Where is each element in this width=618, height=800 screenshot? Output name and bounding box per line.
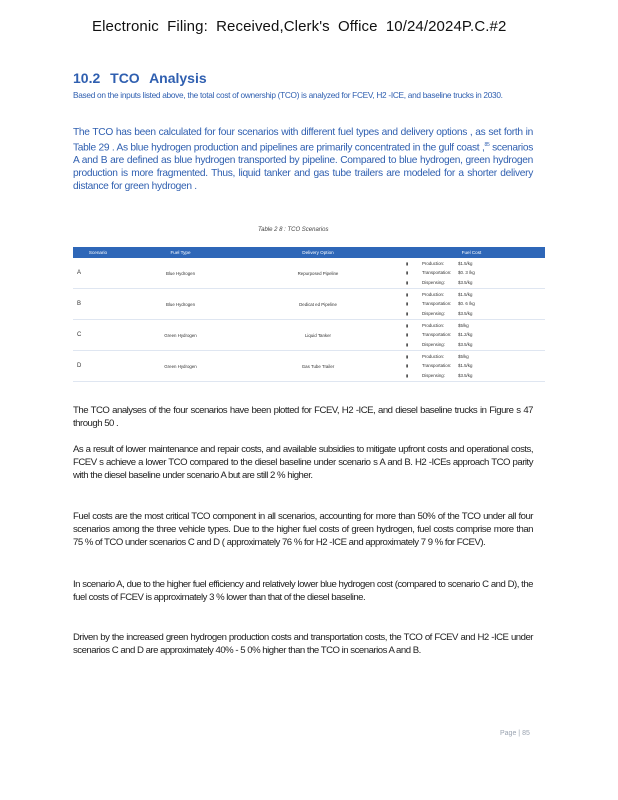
cost-value: $0. 6 /kg — [458, 301, 475, 307]
cost-value: $3.5/kg — [458, 372, 473, 378]
bullet-icon: ▮ — [406, 301, 409, 307]
cost-label: Transportation: — [422, 332, 452, 338]
cost-label: Production: — [422, 291, 445, 297]
bullet-icon: ▮ — [406, 310, 409, 316]
scenarios-paragraph — [73, 126, 533, 193]
footnote-ref[interactable]: 85 — [484, 142, 490, 148]
cost-item — [406, 371, 545, 381]
cost-item — [406, 352, 545, 362]
cost-value: $1.2/kg — [458, 332, 473, 338]
section-heading — [73, 70, 207, 86]
filing-stamp: Electronic Filing: Received,Clerk's Office 10/24/2024P.C.#2 — [92, 18, 507, 35]
bullet-icon: ▮ — [406, 279, 409, 285]
cost-label: Dispensing: — [422, 341, 445, 347]
cost-item — [406, 299, 545, 309]
fuel-type-cell: Green Hydrogen — [123, 351, 238, 382]
bullet-icon: ▮ — [406, 260, 409, 266]
paragraph-figures: The TCO analyses of the four scenarios have been plotted for FCEV, H2 -ICE, and diesel baseline trucks in Figure s 47 through 50 . — [73, 405, 533, 429]
bullet-icon: ▮ — [406, 270, 409, 276]
bullet-icon: ▮ — [406, 322, 409, 328]
section-title: TCO Analysis — [110, 70, 207, 86]
cost-label: Dispensing: — [422, 372, 445, 378]
paragraph-fuel-costs: Fuel costs are the most critical TCO component in all scenarios, accounting for more than 50% of the TCO under all four scenarios among the three vehicle types. Due to the higher fuel costs of green hydrogen, fuel costs comprise more than 75 % of TCO under scenarios C and D ( approximately 76 % for H2 -ICE and approximately 7 9 % for FCEV). — [73, 511, 533, 548]
cost-label: Dispensing: — [422, 279, 445, 285]
paragraph-scenario-a: In scenario A, due to the higher fuel efficiency and relatively lower blue hydrogen cost (compared to scenario C and D), the fuel costs of FCEV is approximately 3 % lower than that of the diesel baseline. — [73, 579, 533, 603]
cost-list — [398, 259, 545, 288]
cost-label: Production: — [422, 322, 445, 328]
cost-label: Transportation: — [422, 301, 452, 307]
cost-value: $1.5/kg — [458, 291, 473, 297]
scenario-cell: D — [73, 351, 123, 382]
fuel-type-cell: Green Hydrogen — [123, 320, 238, 351]
bullet-icon: ▮ — [406, 341, 409, 347]
cost-label: Production: — [422, 353, 445, 359]
cost-item — [406, 309, 545, 319]
table-header-row — [73, 247, 545, 258]
paragraph-green-hydrogen: Driven by the increased green hydrogen production costs and transportation costs, the TCO of FCEV and H2 -ICE under scenarios C and D are approximately 40% - 5 0% higher than the TCO in scenarios A and B. — [73, 632, 533, 656]
table-row — [73, 289, 545, 320]
header-scenario: Scenario — [73, 247, 123, 258]
cost-value: $3.5/kg — [458, 279, 473, 285]
scenario-cell: C — [73, 320, 123, 351]
cost-value: $5/kg — [458, 353, 469, 359]
page-footer — [500, 730, 530, 737]
bullet-icon: ▮ — [406, 363, 409, 369]
cost-label: Transportation: — [422, 363, 452, 369]
header-fuel-cost: Fuel Cost — [398, 247, 545, 258]
fuel-cost-cell — [398, 320, 545, 351]
cost-item — [406, 361, 545, 371]
table-row — [73, 320, 545, 351]
paragraph-fcev-results: As a result of lower maintenance and repair costs, and available subsidies to mitigate upfront costs and operational costs, FCEV s achieve a lower TCO compared to the diesel baseline under scenario s A and B. H2 -ICEs approach TCO parity with the diesel baseline under scenario A but are still 2 % higher. — [73, 444, 533, 481]
table-row — [73, 258, 545, 289]
cost-item — [406, 259, 545, 269]
cost-list — [398, 290, 545, 319]
fuel-cost-cell — [398, 289, 545, 320]
page-label: Page | — [500, 730, 521, 737]
cost-value: $3.5/kg — [458, 310, 473, 316]
cost-label: Transportation: — [422, 270, 452, 276]
delivery-option-cell: Repurposed Pipeline — [238, 258, 398, 289]
scenarios-text-end: scenarios A and B are defined as blue hydrogen transported by pipeline. Compared to blue hydrogen, green hydrogen production is more fragmented. Thus, liquid tanker and gas tube trailers are modeled for a shorter delivery distance for green hydrogen . — [73, 142, 534, 193]
delivery-option-cell: Gas Tube Trailer — [238, 351, 398, 382]
cost-value: $1.5/kg — [458, 363, 473, 369]
page-number: 85 — [522, 730, 530, 737]
fuel-type-cell: Blue Hydrogen — [123, 289, 238, 320]
cost-item — [406, 340, 545, 350]
tco-scenarios-table — [73, 247, 545, 382]
cost-list — [398, 352, 545, 381]
cost-label: Dispensing: — [422, 310, 445, 316]
delivery-option-cell: Dedicat ed Pipeline — [238, 289, 398, 320]
scenario-cell: A — [73, 258, 123, 289]
intro-paragraph: Based on the inputs listed above, the total cost of ownership (TCO) is analyzed for FCEV, H2 -ICE, and baseline trucks in 2030. — [73, 90, 503, 100]
cost-value: $5/kg — [458, 322, 469, 328]
cost-item — [406, 290, 545, 300]
fuel-cost-cell — [398, 258, 545, 289]
section-number: 10.2 — [73, 70, 101, 86]
fuel-type-cell: Blue Hydrogen — [123, 258, 238, 289]
fuel-cost-cell — [398, 351, 545, 382]
cost-item — [406, 330, 545, 340]
bullet-icon: ▮ — [406, 332, 409, 338]
cost-list — [398, 321, 545, 350]
table-row — [73, 351, 545, 382]
delivery-option-cell: Liquid Tanker — [238, 320, 398, 351]
cost-item — [406, 321, 545, 331]
scenario-cell: B — [73, 289, 123, 320]
bullet-icon: ▮ — [406, 353, 409, 359]
cost-value: $3.5/kg — [458, 341, 473, 347]
cost-value: $0. 3 /kg — [458, 270, 475, 276]
cost-value: $1.5/kg — [458, 260, 473, 266]
table-caption: Table 2 8 : TCO Scenarios — [258, 227, 329, 233]
header-fuel-type: Fuel Type — [123, 247, 238, 258]
cost-label: Production: — [422, 260, 445, 266]
bullet-icon: ▮ — [406, 372, 409, 378]
scenarios-text-start: The TCO has been calculated for four scenarios with different fuel types and delivery options , as set forth in Table 29 . As blue hydrogen production and pipelines are primarily concentrated in the gulf coast , — [73, 127, 533, 154]
cost-item — [406, 278, 545, 288]
cost-item — [406, 268, 545, 278]
bullet-icon: ▮ — [406, 291, 409, 297]
header-delivery-option: Delivery Option — [238, 247, 398, 258]
